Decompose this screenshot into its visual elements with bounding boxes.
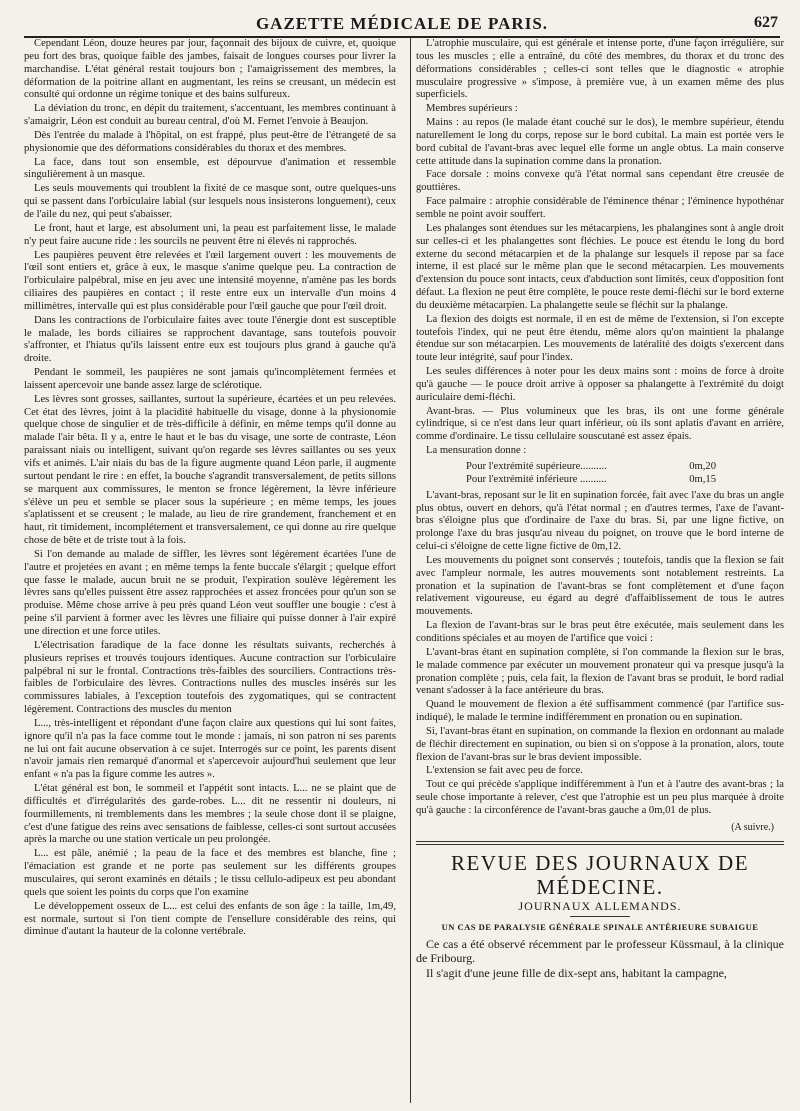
paragraph: L'état général est bon, le sommeil et l'appétit sont intacts. L... ne se plaint que de difficultés et d'irrégularités des garde-robes. L... dit ne ressentir ni douleurs, ni fourmillements, ni tremblements dans les membres ; la seule chose dont il se plaigne, c'est d'une fatigue des reins avec sensations de faiblesse, celles-ci sont surtout accusées après la marche ou une station verticale un peu prolongée. [24,783,396,846]
paragraph: Les lèvres sont grosses, saillantes, surtout la supérieure, écartées et un peu relevées. Cet état des lèvres, joint à la placidité habituelle du visage, donne à la physionomie quelque chose de singulier et de très-difficile à définir, en même temps qu'il donne au malade l'air bêta. Il y a, entre le haut et le bas du visage, une sorte de contraste, Léon paraissant niais ou intelligent, suivant qu'on regarde ses lèvres saillantes ou ses yeux vifs et animés. L'air niais du bas de la figure augmente quand Léon parle, il augmente surtout pendant le rire : en effet, la bouche s'agrandit transversalement, de petits sillons se marquent aux commissures, le menton se fronce légèrement, la lèvre inférieure s'élève un peu et semble se placer sous la supérieure ; en même temps, les joues s'aplatissent et se creusent ; le malade, au lieu de rire grandement, franchement et en haut, rit timidement, incomplétement et transversalement, ce qui donne au rire quelque chose de bête et de triste tout à la fois. [24,393,396,547]
paragraph: L'avant-bras étant en supination complète, si l'on commande la flexion sur le bras, le malade commence par exécuter un mouvement pronateur qui va presque jusqu'à la pronation complète ; puis, cela fait, la flexion de l'avant bras se produit, le bord radial venant s'adosser à la face antérieure du bras. [416,646,784,697]
right-column-top [416,38,784,458]
measurement-label: Pour l'extrémité supérieure.......... [466,461,607,472]
section-subtitle: JOURNAUX ALLEMANDS. [518,898,682,913]
paragraph: Il s'agit d'une jeune fille de dix-sept ans, habitant la campagne, [426,966,727,981]
paragraph: Si, l'avant-bras étant en supination, on commande la flexion en ordonnant au malade de fléchir directement en supination, ou bien si on s'oppose à la pronation, alors, toute flexion de l'avant-bras sur le bras devient impossible. [416,725,784,763]
paragraph: L... est pâle, anémié ; la peau de la face et des membres est blanche, fine ; l'émaciation est grande et ne porte pas seulement sur les différents groupes musculaires, qui seront examinés en détails ; le tissu cellulo-adipeux est peu abondant quels que soient les points du corps que l'on examine [24,848,396,898]
measurement-table [436,461,784,487]
paragraph: Les phalanges sont étendues sur les métacarpiens, les phalangines sont à angle droit sur celles-ci et les phalangettes sont fléchies. Le pouce est étendu le long du bord externe du second métacarpien et de la phalange sur lesquels il repose par sa face interne, il est placé sur le même plan que le second métacarpien. Les mouvements d'extension du pouce sont intacts, ceux d'abduction sont limités, ceux d'opposition font défaut. La flexion ne peut être complète, le pouce reste demi-fléchi sur le bord externe du deuxième métacarpien. La phalangette seule se fléchit sur la phalange. [416,222,784,311]
paragraph: Cependant Léon, douze heures par jour, façonnait des bijoux de cuivre, et, quoique peu fort des bras, quoique faible des jambes, faisait de longues courses pour livrer la marchandise. L'état général restait toujours bon ; l'amaigrissement des membres, la déformation de la poitrine allant en augmentant, les reins se creusant, un médecin est consulté qui ordonne un régime tonique et des bains sulfureux. [24,38,396,101]
paragraph: Membres supérieurs : [426,103,518,115]
measurement-row [466,461,716,474]
paragraph: L'avant-bras, reposant sur le lit en supination forcée, fait avec l'axe du bras un angle plus obtus, ouvert en dehors, qu'à l'état normal ; en d'autres termes, l'axe de l'avant-bras s'éloigne plus que d'ordinaire de l'axe du bras. Si, par une ligne fictive, on prolonge l'axe du bras jusqu'au niveau du poignet, on trouve que le bord interne de celui-ci s'éloigne de cette ligne fictive de 0m,12. [416,489,784,553]
to-be-continued: (A suivre.) [731,821,774,833]
paragraph: Le front, haut et large, est absolument uni, la peau est parfaitement lisse, le malade n'y peut faire aucune ride : les sourcils ne peuvent être ni élevés ni rapprochés. [24,222,396,247]
text-columns [24,38,786,1107]
section-title: REVUE DES JOURNAUX DE MÉDECINE. [450,850,750,899]
measurement-value: 0m,20 [689,461,716,472]
paragraph: Les mouvements du poignet sont conservés ; toutefois, tandis que la flexion se fait avec l'ampleur normale, les autres mouvements sont notablement restreints. La pronation et la supination de l'avant-bras se font complètement et d'une façon relativement vigoureuse, eu égard au degré d'affaiblissement de tous le autres mouvements. [416,554,784,618]
paragraph: La flexion des doigts est normale, il en est de même de l'extension, si l'on excepte toutefois l'index, qui ne peut être étendu, même alors qu'on maintient la phalange étendue sur son métacarpien. Les mouvements de latéralité des doigts s'exercent dans toute leur intégrité, sauf pour l'index. [416,313,784,364]
page-number: 627 [754,14,778,31]
paragraph: Mains : au repos (le malade étant couché sur le dos), le membre supérieur, étendu naturellement le long du corps, repose sur le bord cubital. La main est portée vers le bord cubital de l'avant-bras avec lequel elle forme un angle obtus. La main conserve cette attitude dans la supination comme dans la pronation. [416,117,784,167]
paragraph: La flexion de l'avant-bras sur le bras peut être exécutée, mais seulement dans les conditions spéciales et au moyen de l'artifice que voici : [416,620,784,644]
journal-title: GAZETTE MÉDICALE DE PARIS. [255,14,549,33]
paragraph: Avant-bras. — Plus volumineux que les bras, ils ont une forme générale cylindrique, si ce n'est dans leur quart inférieur, où ils sont aplatis d'avant en arrière, comme d'ordinaire. Le tissu cellulaire souscutané est assez épais. [416,405,784,443]
paragraph: Dès l'entrée du malade à l'hôpital, on est frappé, plus peut-être de l'étrangeté de sa physionomie que des déformations considérables du thorax et des membres. [24,129,396,154]
article-body [416,937,784,980]
paragraph: Dans les contractions de l'orbiculaire faites avec toute l'énergie dont est susceptible le malade, les bords ciliaires se rapprochent davantage, sans toutefois pouvoir s'affronter, et l'hiatus qu'ils laissent entre eux est toujours plus grand à gauche qu'à droite. [24,314,396,365]
page-header [24,10,780,38]
right-column-mid [416,490,784,818]
paragraph: Face dorsale : moins convexe qu'à l'état normal sans cependant être creusée de gouttières. [416,169,784,194]
paragraph: La déviation du tronc, en dépit du traitement, s'accentuant, les membres continuant à s'amaigrir, Léon est conduit au bureau central, d'où M. Fernet l'envoie à Beaujon. [24,103,396,128]
paragraph: Quand le mouvement de flexion a été suffisamment commencé (par l'artifice sus-indiqué), le malade le termine indifféremment en pronation ou en supination. [416,699,784,724]
paragraph: Si l'on demande au malade de siffler, les lèvres sont légèrement écartées l'une de l'autre et projetées en avant ; en même temps la fente buccale s'élargit ; quelque effort que fasse le malade, aucun bruit ne se produit, l'expiration soulève légèrement les lèvres sans qu'elles puissent être assez rapprochées et assez froncées pour qu'un son se produise. Même chose arrive à peu près quand Léon veut souffler une bougie : c'est à peine s'il parvient à former avec les lèvres une filiaire qui puisse donner à l'air expiré une direction et une force utiles. [24,548,396,637]
paragraph: Le développement osseux de L... est celui des enfants de son âge : la taille, 1m,49, est normale, surtout si l'on tient compte de l'ensellure considérable des reins, qui diminue d'autant la hauteur de la colonne vertébrale. [24,900,396,938]
measurement-value: 0m,15 [689,473,716,485]
left-column [24,38,396,1107]
measurement-row [466,474,716,487]
paragraph: L'extension se fait avec peu de force. [426,765,583,777]
right-column [416,38,784,1107]
paragraph: Ce cas a été observé récemment par le professeur Küssmaul, à la clinique de Fribourg. [416,937,784,966]
column-divider [410,38,411,1103]
short-rule [570,916,630,917]
paragraph: Face palmaire : atrophie considérable de l'éminence thénar ; l'éminence hypothénar semble ne point avoir souffert. [416,196,784,220]
paragraph: Tout ce qui précède s'applique indifféremment à l'un et à l'autre des avant-bras ; la seule chose importante à relever, c'est que l'atrophie est un peu plus marquée à droite qu'à gauche : la circonférence de l'avant-bras gauche a 0m,01 de plus. [416,779,784,816]
paragraph: L'atrophie musculaire, qui est générale et intense porte, d'une façon irrégulière, sur tous les muscles ; elle a entraîné, du côté des membres, du thorax et du tronc des déformations considérables ; celles-ci sont telles que le diagnostic « atrophie musculaire progressive » s'impose, à première vue, à un examen même des plus superficiels. [416,38,784,101]
paragraph: Les seuls mouvements qui troublent la fixité de ce masque sont, outre quelques-uns qui se passent dans l'orbiculaire labial (sur lesquels nous insisterons longuement), ceux de l'aile du nez, qui peut s'abaisser. [24,183,396,220]
measurement-label: Pour l'extrémité inférieure .......... [466,473,607,485]
paragraph: L'électrisation faradique de la face donne les résultats suivants, recherchés à plusieurs reprises et trouvés toujours identiques. Aucune contraction sur l'orbiculaire palpébral ni sur le frontal. Contractions très-faibles des sourciliers. Contractions très-faibles de l'orbiculaire des lèvres. Contractions nulles des muscles insérés sur les commissures labiales, à l'exception toutefois des zygomatiques, qui se contractent légèrement. Contractions des muscles du menton [24,639,396,716]
paragraph: Pendant le sommeil, les paupières ne sont jamais qu'incomplètement fermées et laissent apercevoir une bande assez large de sclérotique. [24,367,396,391]
article-title: UN CAS DE PARALYSIE GÉNÉRALE SPINALE ANTÉRIEURE SUBAIGUE [441,922,759,933]
paragraph: La face, dans tout son ensemble, est dépourvue d'animation et ressemble singulièrement à un masque. [24,156,396,181]
paragraph: Les paupières peuvent être relevées et l'œil largement ouvert : les mouvements de l'œil sont entiers et, grâce à eux, le masque s'anime quelque peu. La contraction de l'orbiculaire palpébral, mise en jeu avec une intensité moyenne, n'amène pas les bords ciliaires des paupières en contact ; il reste entre eux un intervalle d'un moins 4 millimètres, intervalle qui est plus considérable pour l'œil gauche que pour l'œil droit. [24,249,396,312]
paragraph: L..., très-intelligent et répondant d'une façon claire aux questions qui lui sont faites, ignore qu'il n'a pas la face comme tout le monde : jamais, ni son patron ni ses parents ne lui ont fait aucune observation à ce sujet. Interrogés sur ce point, les parents disent n'avoir jamais rien remarqué d'anormal et s'apercevoir aujourd'hui seulement que leur enfant « n'a pas la figure comme les autres ». [24,717,396,781]
section-rule [416,841,784,845]
paragraph: La mensuration donne : [426,445,527,457]
paragraph: Les seules différences à noter pour les deux mains sont : moins de force à droite qu'à gauche — le pouce droit arrive à opposer sa phalangette à l'extrémité du doigt auriculaire demi-fléchi. [416,366,784,403]
